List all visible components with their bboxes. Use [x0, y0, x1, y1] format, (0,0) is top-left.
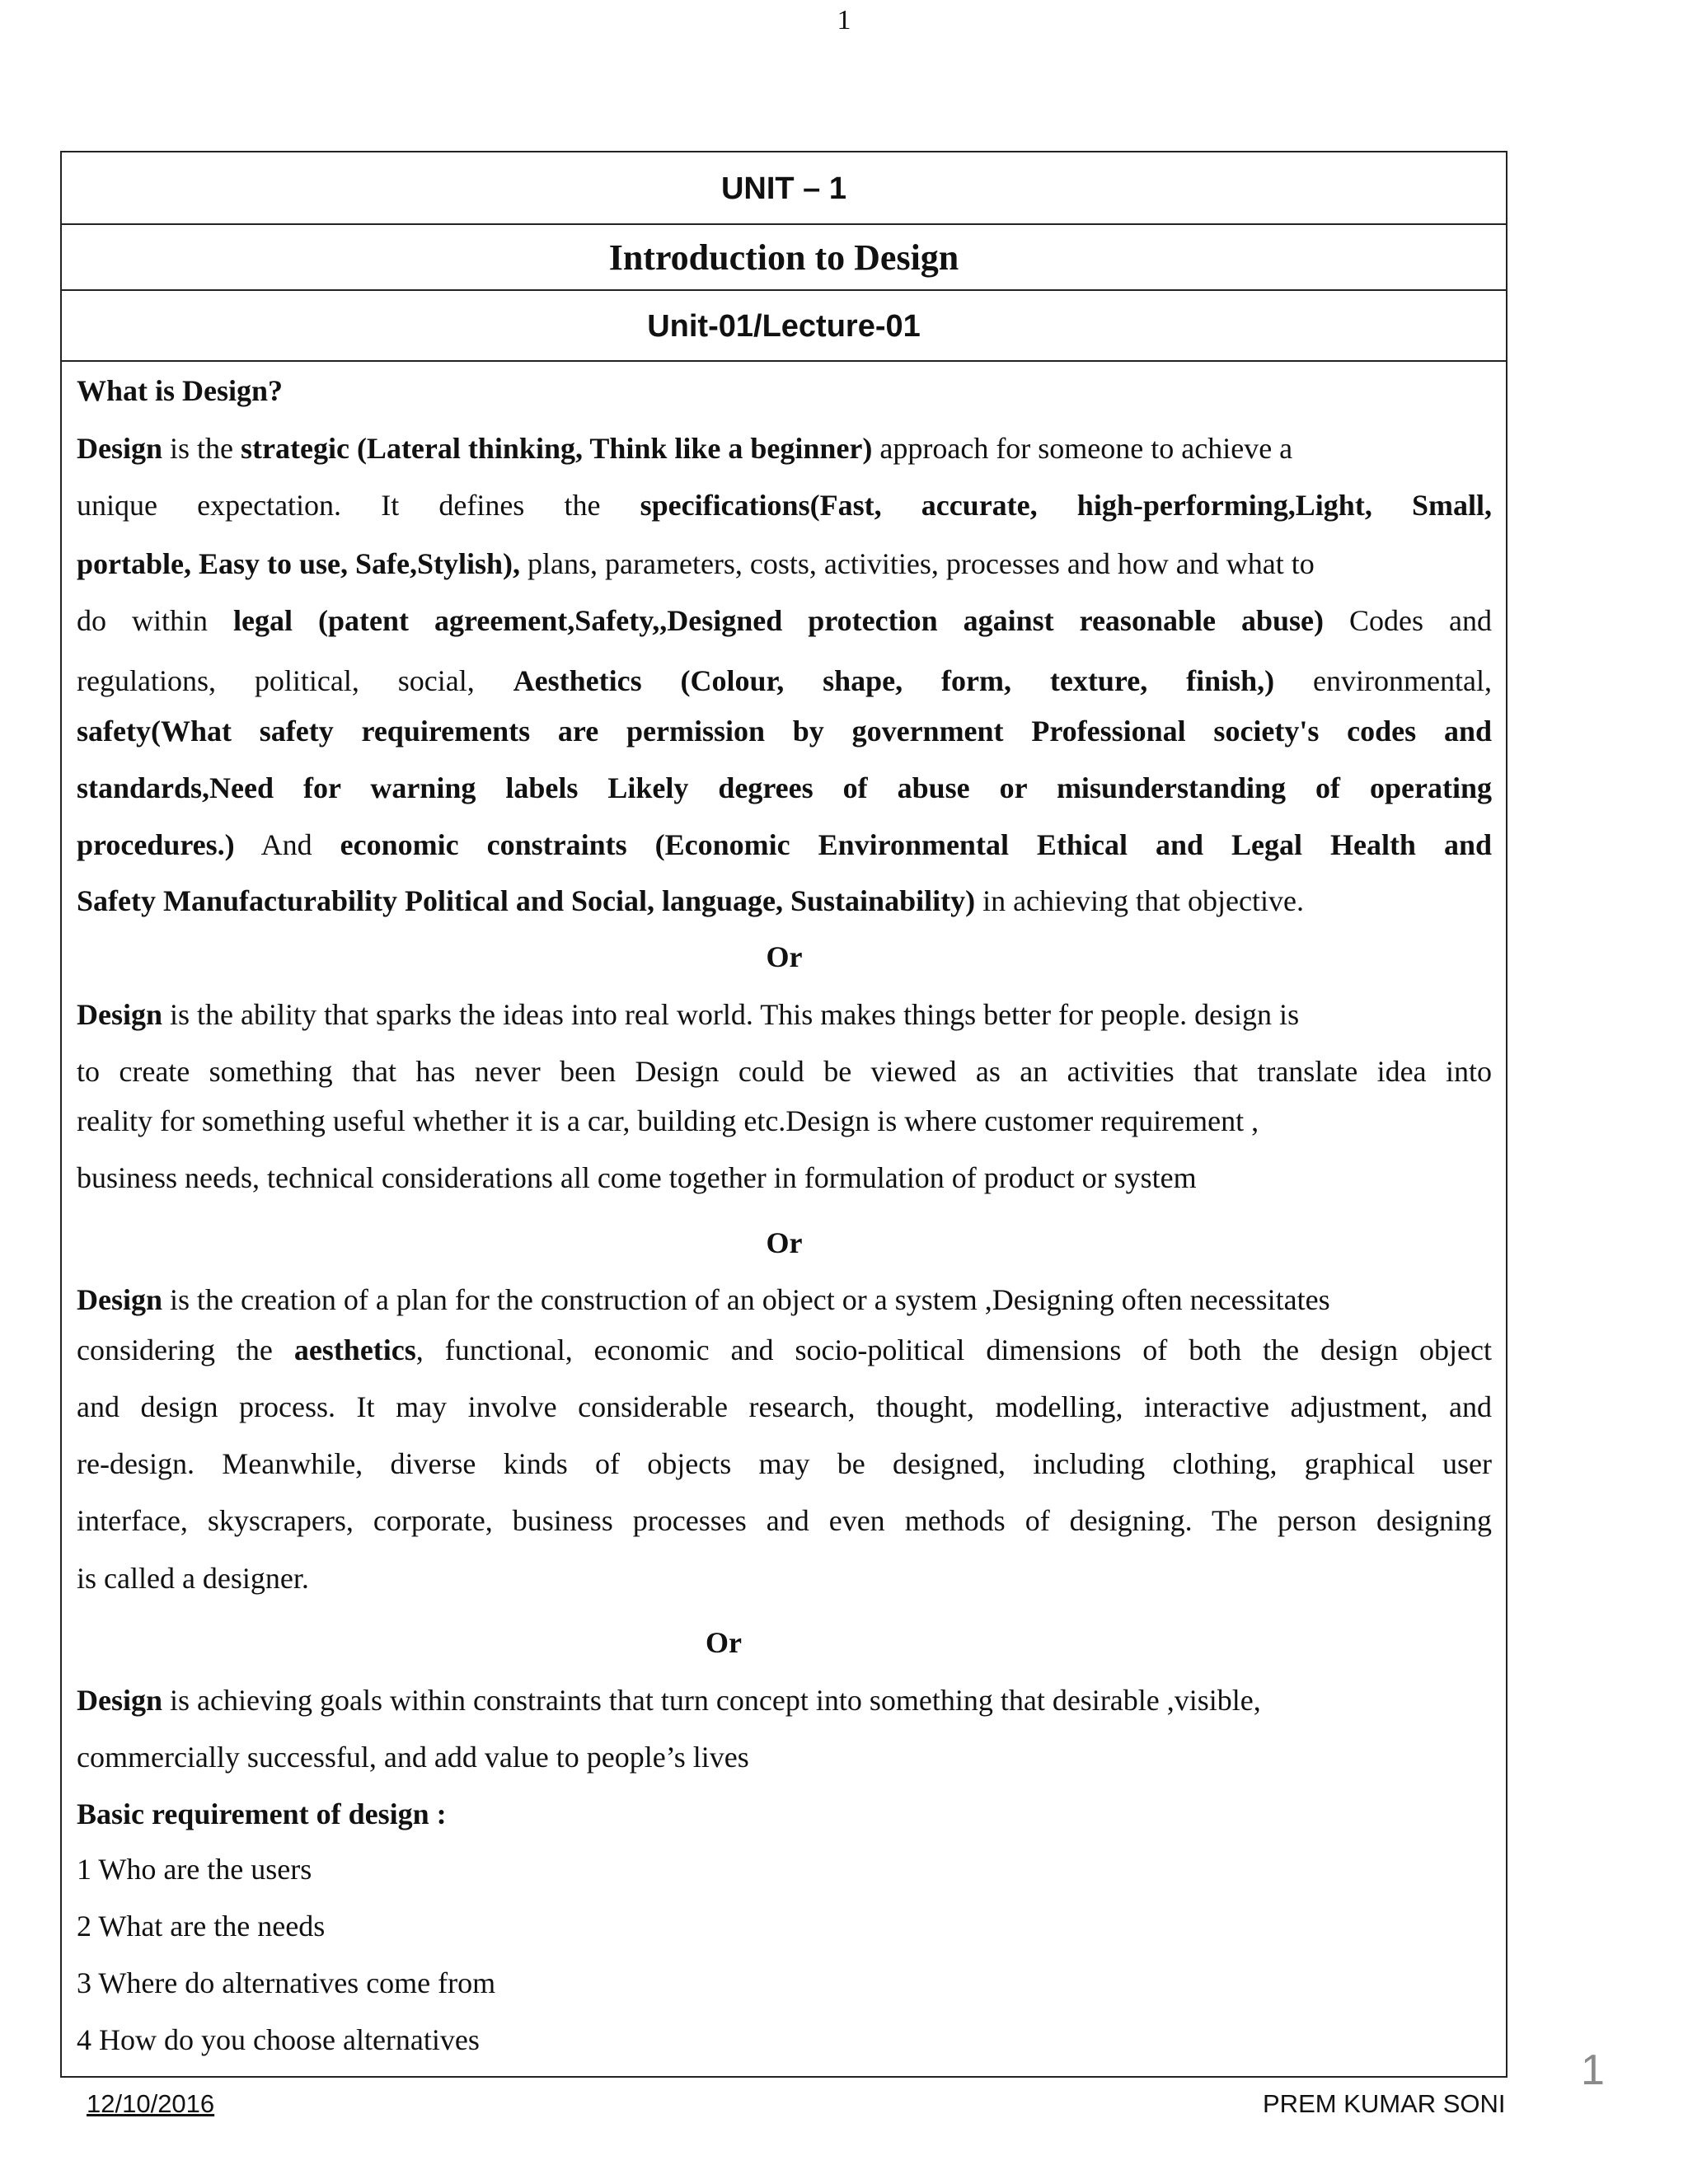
bold-text-run: Design — [77, 1283, 163, 1316]
bold-text-run: Safety Manufacturability Political and Social, language, Sustainability) — [77, 884, 976, 917]
text-run: interface, skyscrapers, corporate, business processes and even methods of designing. The person designing — [77, 1504, 1492, 1537]
bold-text-run: Design — [77, 1684, 163, 1717]
bold-text-run: Design — [77, 998, 163, 1031]
lecture-heading: Unit-01/Lecture-01 — [647, 309, 921, 344]
section-heading-what-is-design: What is Design? — [77, 374, 284, 407]
text-run: re-design. Meanwhile, diverse kinds of objects may be designed, including clothing, graphical user — [77, 1447, 1492, 1480]
text-run: considering the — [77, 1333, 294, 1366]
paragraph-line — [77, 997, 1492, 1032]
paragraph-line — [77, 1160, 1492, 1195]
bold-text-run: procedures.) — [77, 828, 235, 861]
text-run: Codes and — [1324, 604, 1492, 637]
text-run: is the — [162, 432, 241, 465]
section-heading-basic-requirement: Basic requirement of design : — [77, 1797, 447, 1830]
bold-text-run: aesthetics — [293, 1333, 416, 1366]
paragraph-line — [77, 714, 1492, 748]
bold-text-run: Design — [77, 432, 163, 465]
paragraph-line — [77, 1561, 1492, 1596]
requirement-item: 4 How do you choose alternatives — [77, 2023, 480, 2056]
unit-row — [62, 152, 1506, 225]
text-run: to create something that has never been Design could be viewed as an activities that translate idea into — [77, 1055, 1492, 1088]
text-run: plans, parameters, costs, activities, processes and how and what to — [520, 547, 1315, 580]
text-run: and design process. It may involve considerable research, thought, modelling, interactive adjustment, and — [77, 1390, 1492, 1423]
title-row — [62, 225, 1506, 291]
paragraph-line — [77, 1446, 1492, 1481]
text-run: regulations, political, social, — [77, 664, 513, 697]
or-separator: Or — [766, 940, 803, 973]
paragraph-line — [77, 546, 1492, 581]
paragraph-line — [77, 1740, 1492, 1774]
bold-text-run: portable, Easy to use, Safe,Stylish), — [77, 547, 521, 580]
text-run: unique expectation. It defines the — [77, 489, 640, 522]
footer-date: 12/10/2016 — [87, 2089, 215, 2118]
paragraph-line — [77, 1333, 1492, 1367]
text-run: is the creation of a plan for the construction of an object or a system ,Designing often necessitates — [162, 1283, 1330, 1316]
text-run: do within — [77, 604, 234, 637]
requirement-item: 3 Where do alternatives come from — [77, 1966, 496, 1999]
paragraph-line — [77, 1503, 1492, 1538]
paragraph-line — [77, 827, 1492, 862]
paragraph-line — [77, 663, 1492, 698]
text-run: in achieving that objective. — [975, 884, 1304, 917]
text-run: business needs, technical considerations all come together in formulation of product or system — [77, 1161, 1197, 1194]
lecture-row — [62, 291, 1506, 362]
paragraph-line — [77, 771, 1492, 805]
text-run: And — [234, 828, 340, 861]
paragraph-line — [77, 603, 1492, 638]
text-run: environmental, — [1274, 664, 1492, 697]
bold-text-run: safety(What safety requirements are permission by government Professional society's codes and — [77, 715, 1492, 748]
or-separator: Or — [706, 1626, 742, 1659]
requirement-item: 2 What are the needs — [77, 1910, 326, 1943]
bold-text-run: strategic (Lateral thinking, Think like a beginner) — [241, 432, 873, 465]
lecture-frame — [60, 151, 1507, 2078]
text-run: approach for someone to achieve a — [872, 432, 1293, 465]
text-run: commercially successful, and add value to people’s lives — [77, 1741, 749, 1774]
document-title: Introduction to Design — [608, 237, 959, 278]
bold-text-run: economic constraints (Economic Environmental Ethical and Legal Health and — [340, 828, 1492, 861]
text-run: , functional, economic and socio-political dimensions of both the design object — [415, 1333, 1492, 1366]
page-number-side: 1 — [1581, 2046, 1605, 2094]
text-run: reality for something useful whether it is a car, building etc.Design is where customer requirement , — [77, 1104, 1259, 1137]
text-run: is called a designer. — [77, 1562, 309, 1595]
footer-author: PREM KUMAR SONI — [1263, 2089, 1506, 2118]
text-run: is achieving goals within constraints that turn concept into something that desirable ,visible, — [162, 1684, 1261, 1717]
paragraph-line — [77, 431, 1492, 466]
bold-text-run: Aesthetics (Colour, shape, form, texture, finish,) — [513, 664, 1275, 697]
bold-text-run: standards,Need for warning labels Likely degrees of abuse or misunderstanding of operating — [77, 771, 1492, 804]
paragraph-line — [77, 1282, 1492, 1317]
paragraph-line — [77, 1683, 1492, 1718]
requirement-item: 1 Who are the users — [77, 1853, 312, 1886]
paragraph-line — [77, 883, 1492, 918]
paragraph-line — [77, 1054, 1492, 1089]
paragraph-line — [77, 1390, 1492, 1424]
page-number-top: 1 — [837, 5, 851, 35]
or-separator: Or — [766, 1226, 803, 1259]
bold-text-run: legal (patent agreement,Safety,,Designed protection against reasonable abuse) — [233, 604, 1324, 637]
bold-text-run: specifications(Fast, accurate, high-performing,Light, Small, — [640, 489, 1492, 522]
unit-heading: UNIT – 1 — [720, 171, 847, 206]
text-run: is the ability that sparks the ideas into real world. This makes things better for people. design is — [162, 998, 1300, 1031]
paragraph-line — [77, 1104, 1492, 1138]
paragraph-line — [77, 488, 1492, 523]
